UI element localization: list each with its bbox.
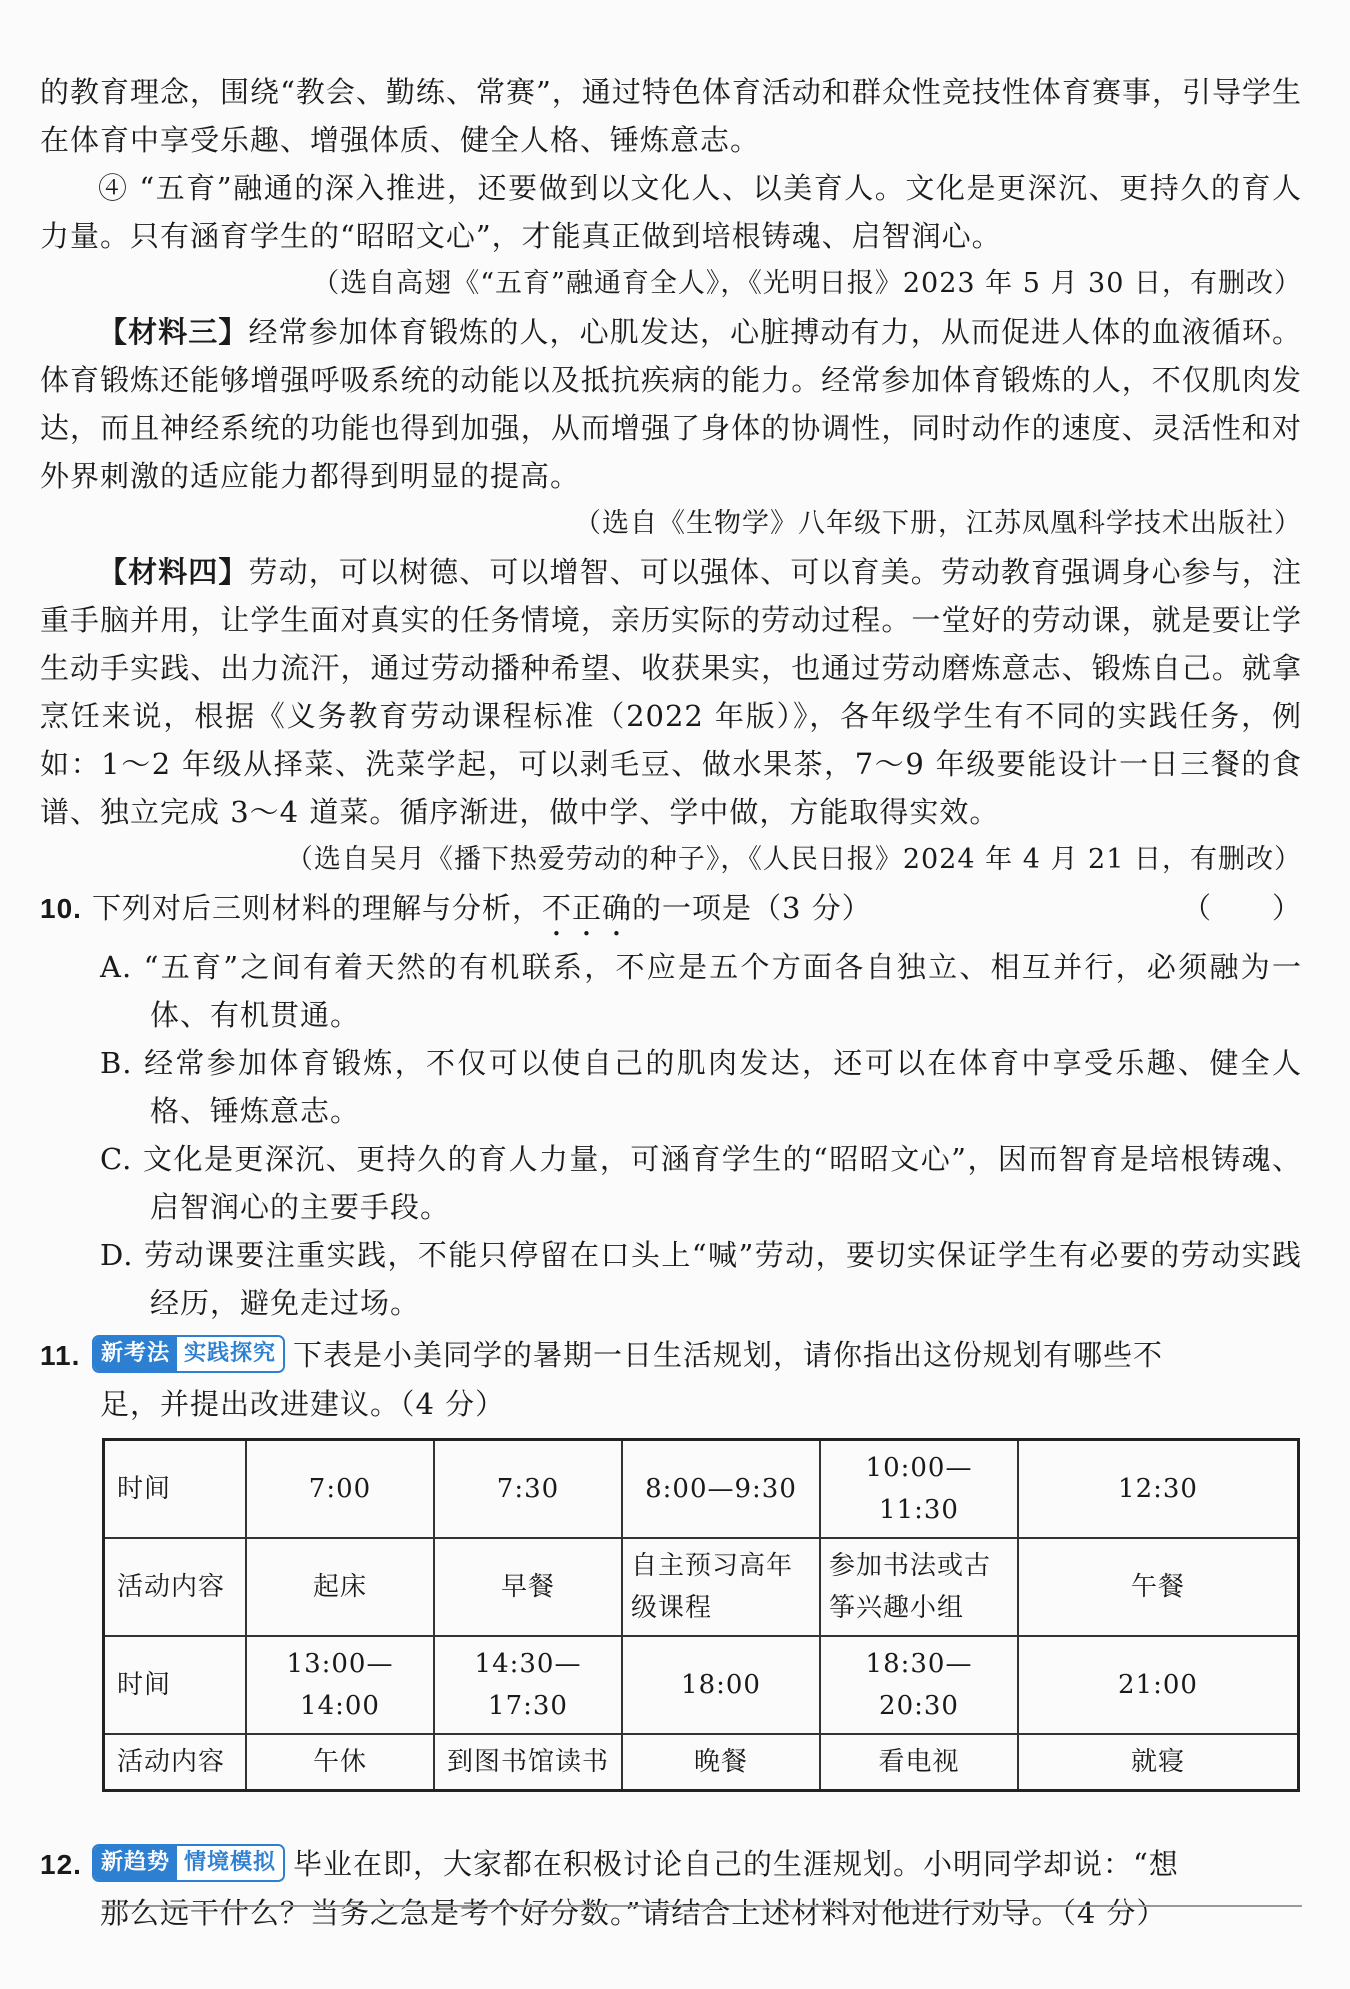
table-cell: 18:30—20:30 xyxy=(820,1636,1018,1734)
material-3-text: 经常参加体育锻炼的人，心肌发达，心脏搏动有力，从而促进人体的血液循环。体育锻炼还能够增强呼吸系统的动能以及抵抗疾病的能力。经常参加体育锻炼的人，不仅肌肉发达，而且神经系统的功能也得到加强，从而增强了身体的协调性，同时动作的速度、灵活性和对外界刺激的适应能力都得到明显的提高。 xyxy=(40,315,1302,493)
answer-blank[interactable]: （ ） xyxy=(1181,891,1302,925)
question-10-stem-a: 下列对后三则材料的理解与分析， xyxy=(92,891,543,925)
source-citation-4: （选自吴月《播下热爱劳动的种子》，《人民日报》2024 年 4 月 21 日，有删改） xyxy=(285,844,1302,875)
badge-label-b: 实践探究 xyxy=(177,1337,283,1371)
source-citation-2: （选自高翅《“五育”融通育全人》，《光明日报》2023 年 5 月 30 日，有删改） xyxy=(312,268,1302,299)
option-b: B. 经常参加体育锻炼，不仅可以使自己的肌肉发达，还可以在体育中享受乐趣、健全人格、锤炼意志。 xyxy=(100,1046,1302,1128)
new-trend-badge xyxy=(92,1844,285,1882)
question-12-stem xyxy=(40,1840,1302,1889)
table-cell: 午餐 xyxy=(1018,1538,1299,1636)
table-cell: 自主预习高年级课程 xyxy=(622,1538,820,1636)
table-cell: 活动内容 xyxy=(104,1734,247,1791)
table-cell: 起床 xyxy=(246,1538,434,1636)
table-cell: 7:00 xyxy=(246,1440,434,1539)
table-cell: 活动内容 xyxy=(104,1538,247,1636)
table-row xyxy=(104,1440,1299,1539)
paragraph-1: 的教育理念，围绕“教会、勤练、常赛”，通过特色体育活动和群众性竞技性体育赛事，引导学生在体育中享受乐趣、增强体质、健全人格、锤炼意志。 xyxy=(40,75,1302,157)
table-cell: 13:00—14:00 xyxy=(246,1636,434,1734)
question-12-line-2: 那么远干什么？当务之急是考个好分数。”请结合上述材料对他进行劝导。（4 分） xyxy=(100,1896,1167,1930)
paragraph-2: ④ “五育”融通的深入推进，还要做到以文化人、以美育人。文化是更深沉、更持久的育人力量。只有涵育学生的“昭昭文心”，才能真正做到培根铸魂、启智润心。 xyxy=(40,171,1302,253)
table-row xyxy=(104,1734,1299,1791)
answer-writing-line[interactable] xyxy=(102,1905,1302,1907)
question-11-line-2: 足，并提出改进建议。（4 分） xyxy=(100,1387,506,1421)
table-cell: 8:00—9:30 xyxy=(622,1440,820,1539)
source-citation-3: （选自《生物学》八年级下册，江苏凤凰科学技术出版社） xyxy=(574,508,1302,539)
option-a: A. “五育”之间有着天然的有机联系，不应是五个方面各自独立、相互并行，必须融为一体、有机贯通。 xyxy=(100,950,1302,1032)
table-cell: 就寝 xyxy=(1018,1734,1299,1791)
table-cell: 参加书法或古筝兴趣小组 xyxy=(820,1538,1018,1636)
badge-label-a: 新考法 xyxy=(94,1337,177,1371)
table-cell: 12:30 xyxy=(1018,1440,1299,1539)
option-d: D. 劳动课要注重实践，不能只停留在口头上“喊”劳动，要切实保证学生有必要的劳动实践经历，避免走过场。 xyxy=(100,1238,1302,1320)
badge-label-b: 情境模拟 xyxy=(177,1846,283,1880)
table-cell: 10:00—11:30 xyxy=(820,1440,1018,1539)
table-cell: 看电视 xyxy=(820,1734,1018,1791)
table-row xyxy=(104,1538,1299,1636)
table-cell: 到图书馆读书 xyxy=(434,1734,622,1791)
question-10-stem-b: 的一项是（3 分） xyxy=(632,891,872,925)
question-12-number: 12. xyxy=(40,1849,82,1880)
question-10-number: 10. xyxy=(40,893,82,924)
schedule-table xyxy=(102,1438,1300,1792)
table-cell: 时间 xyxy=(104,1440,247,1539)
material-3-tag: 【材料三】 xyxy=(98,315,249,349)
badge-label-a: 新趋势 xyxy=(94,1846,177,1880)
option-c: C. 文化是更深沉、更持久的育人力量，可涵育学生的“昭昭文心”，因而智育是培根铸魂、启智润心的主要手段。 xyxy=(100,1142,1302,1224)
table-cell: 早餐 xyxy=(434,1538,622,1636)
table-cell: 晚餐 xyxy=(622,1734,820,1791)
question-11-number: 11. xyxy=(40,1340,81,1371)
question-10-stem xyxy=(40,884,1302,943)
table-cell: 午休 xyxy=(246,1734,434,1791)
question-12-line-1: 毕业在即，大家都在积极讨论自己的生涯规划。小明同学却说：“想 xyxy=(293,1847,1179,1881)
table-cell: 18:00 xyxy=(622,1636,820,1734)
material-4-tag: 【材料四】 xyxy=(98,555,249,589)
question-11-line-1: 下表是小美同学的暑期一日生活规划，请你指出这份规划有哪些不 xyxy=(293,1338,1164,1372)
table-cell: 14:30—17:30 xyxy=(434,1636,622,1734)
content xyxy=(40,68,1302,1937)
material-3 xyxy=(40,308,1302,500)
material-4 xyxy=(40,548,1302,836)
table-cell: 21:00 xyxy=(1018,1636,1299,1734)
table-cell: 时间 xyxy=(104,1636,247,1734)
table-row xyxy=(104,1636,1299,1734)
question-11-stem xyxy=(40,1331,1302,1380)
new-exam-badge xyxy=(92,1335,285,1373)
material-4-text: 劳动，可以树德、可以增智、可以强体、可以育美。劳动教育强调身心参与，注重手脑并用，让学生面对真实的任务情境，亲历实际的劳动过程。一堂好的劳动课，就是要让学生动手实践、出力流汗，通过劳动播种希望、收获果实，也通过劳动磨炼意志、锻炼自己。就拿烹饪来说，根据《义务教育劳动课程标准（2022 年版）》，各年级学生有不同的实践任务，例如：1～2 年级从择菜、洗菜学起，可以剥毛豆、做水果茶，7～9 年级要能设计一日三餐的食谱、独立完成 3～4 道菜。循序渐进，做中学、学中做，方能取得实效。 xyxy=(40,555,1302,829)
table-cell: 7:30 xyxy=(434,1440,622,1539)
question-10-emphasis: 不正确 xyxy=(542,891,633,925)
